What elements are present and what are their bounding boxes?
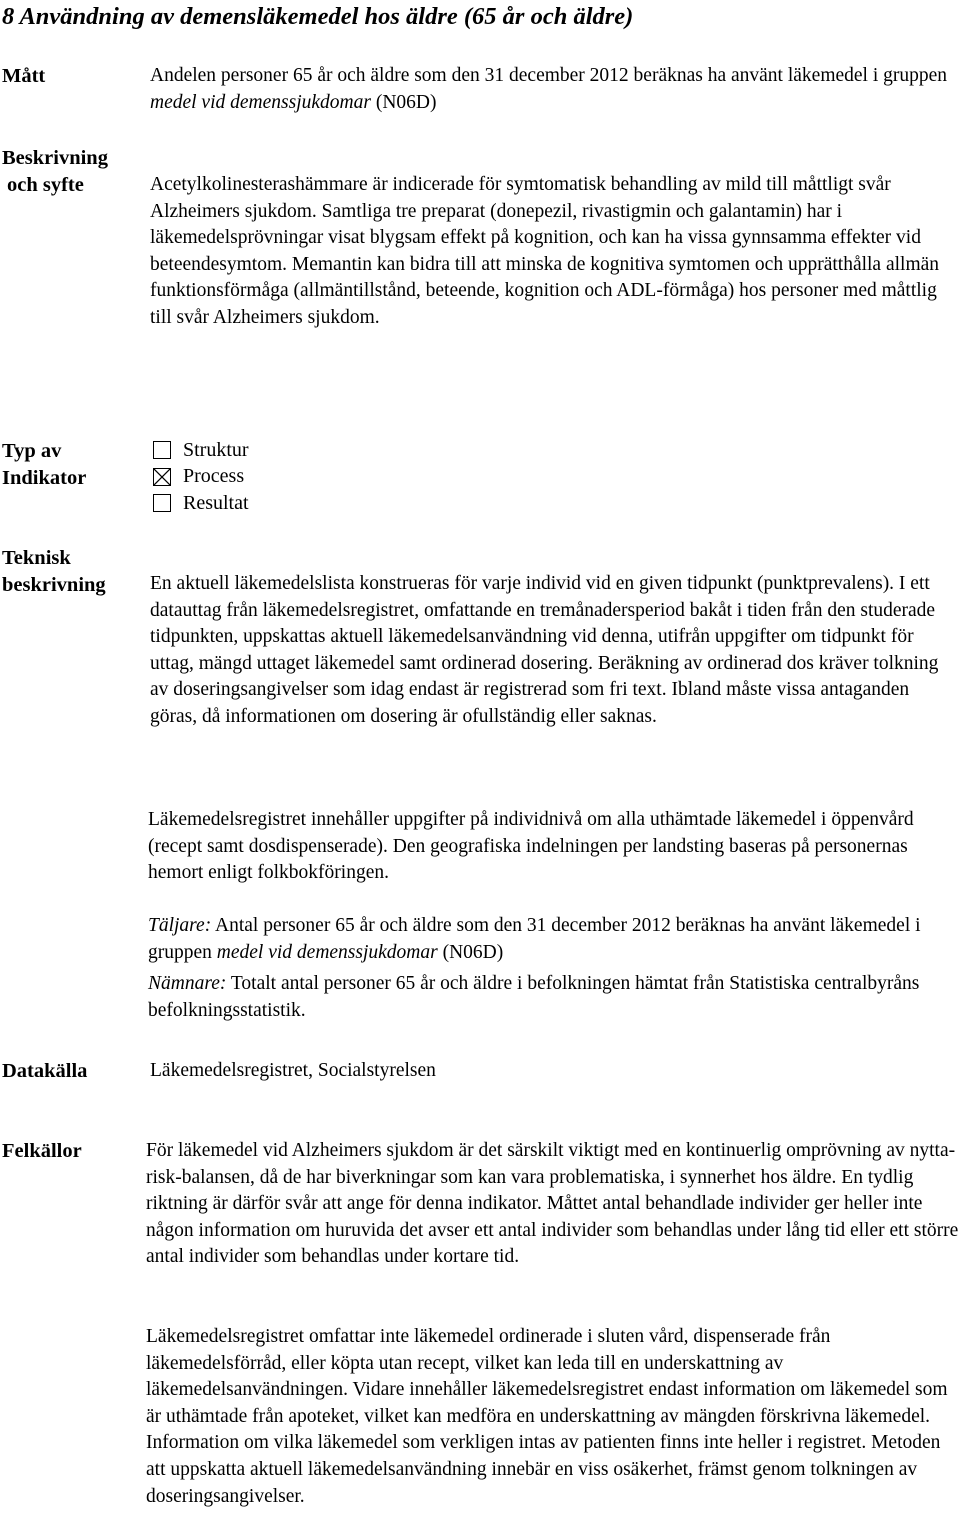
taljare-italic: medel vid demenssjukdomar <box>216 941 438 963</box>
datakalla-label: Datakälla <box>2 1060 88 1082</box>
datakalla-text: Läkemedelsregistret, Socialstyrelsen <box>150 1060 436 1081</box>
felkallor-para2: Läkemedelsregistret omfattar inte läkemedel ordinerade i sluten vård, dispenserade från läkemedelsförråd, eller köpta utan recept, vilket kan leda till en underskattning av läkemedelsanvändningen. Vidare innehåller läkemedelsregistret endast information om läkemedel som är uthämtade från apoteket, vilket kan medföra en underskattning av mängden förskrivna läkemedel. Information om vilka läkemedel som verkligen intas av patienten finns inte heller i registret. Metoden att uppskatta aktuell läkemedelsanvändning innebär en viss osäkerhet, främst genom tolkningen av doseringsangivelser. <box>146 1326 948 1507</box>
felkallor-label: Felkällor <box>2 1140 82 1162</box>
teknisk-label-line2: beskrivning <box>2 573 106 596</box>
option-resultat[interactable] <box>153 490 249 517</box>
matt-text <box>150 63 960 116</box>
teknisk-para1: En aktuell läkemedelslista konstrueras för varje individ vid en given tidpunkt (punktprevalens). I ett datauttag från läkemedelsregistret, omfattande en tremånadersperiod bakåt i tiden från den studerade tidpunkten, uppskattas aktuell läkemedelsanvändning vid denna, utifrån uppgifter om tidpunkt för uttag, mängd uttaget läkemedel samt ordinerad dosering. Beräkning av ordinerad dos kräver tolkning av doseringsangivelser som idag endast är registrerad som fri text. Ibland måste vissa antaganden göras, då informationen om dosering är ofullständig eller saknas. <box>150 573 939 727</box>
taljare-pre: Antal personer 65 år och äldre som den 31 december 2012 beräknas ha använt läkemedel i gruppen <box>148 915 921 963</box>
typ-label-line1: Typ av <box>2 440 62 462</box>
taljare-text <box>148 913 960 966</box>
checkbox-process[interactable] <box>153 468 171 486</box>
felkallor-para1: För läkemedel vid Alzheimers sjukdom är det särskilt viktigt med en kontinuerlig omprövning av nytta-risk-balansen, då de har biverkningar som kan vara problematiska, i synnerhet hos äldre. En tydlig riktning är därför svår att ange för denna indikator. Måttet antal behandlade individer ger heller inte någon information om huruvida det avser ett antal individer som behandlas under lång tid eller ett större antal individer som behandlas under kortare tid. <box>146 1140 959 1268</box>
beskrivning-label <box>2 145 108 198</box>
beskrivning-text: Acetylkolinesterashämmare är indicerade för symtomatisk behandling av mild till måttligt svår Alzheimers sjukdom. Samtliga tre preparat (donepezil, rivastigmin och galantamin) har i läkemedelsprövningar visat blygsam effekt på kognition, och kan ha vissa gynnsamma effekter vid beteendesymtom. Memantin kan bidra till att minska de kognitiva symtomen och upprätthålla allmän funktionsförmåga (allmäntillstånd, beteende, kognition och ADL-förmåga) hos personer med måttlig till svår Alzheimers sjukdom. <box>150 174 940 328</box>
teknisk-para2: Läkemedelsregistret innehåller uppgifter på individnivå om alla uthämtade läkemedel i öppenvård (recept samt dosdispenserade). Den geografiska indelningen per landsting baseras på personernas hemort enligt folkbokföringen. <box>148 809 914 884</box>
beskrivning-label-line2: och syfte <box>7 173 84 196</box>
teknisk-label-line1: Teknisk <box>2 547 71 569</box>
beskrivning-label-line1: Beskrivning <box>2 147 108 169</box>
option-resultat-label: Resultat <box>183 491 249 514</box>
typ-label-line2: Indikator <box>2 466 87 489</box>
option-process[interactable] <box>153 464 249 491</box>
typ-label <box>2 438 86 491</box>
matt-text-pre: Andelen personer 65 år och äldre som den 31 december 2012 beräknas ha använt läkemedel i gruppen <box>150 65 948 86</box>
namnare-body: Totalt antal personer 65 år och äldre i befolkningen hämtat från Statistiska centralbyråns befolkningsstatistik. <box>148 973 920 1021</box>
teknisk-label <box>2 545 106 598</box>
option-process-label: Process <box>183 465 245 488</box>
option-struktur-label: Struktur <box>183 438 249 461</box>
checked-x-icon <box>154 469 170 485</box>
matt-text-post: (N06D) <box>370 91 437 113</box>
indicator-type-options <box>153 437 249 517</box>
namnare-label: Nämnare: <box>148 973 227 994</box>
namnare-text <box>148 971 960 1024</box>
matt-label: Mått <box>2 65 46 87</box>
page-title: 8 Användning av demensläkemedel hos äldre (65 år och äldre) <box>2 3 634 30</box>
taljare-label: Täljare: <box>148 915 212 936</box>
matt-text-italic: medel vid demenssjukdomar <box>150 91 371 113</box>
option-struktur[interactable] <box>153 437 249 464</box>
checkbox-resultat[interactable] <box>153 494 171 512</box>
checkbox-struktur[interactable] <box>153 441 171 459</box>
taljare-post: (N06D) <box>437 941 504 963</box>
